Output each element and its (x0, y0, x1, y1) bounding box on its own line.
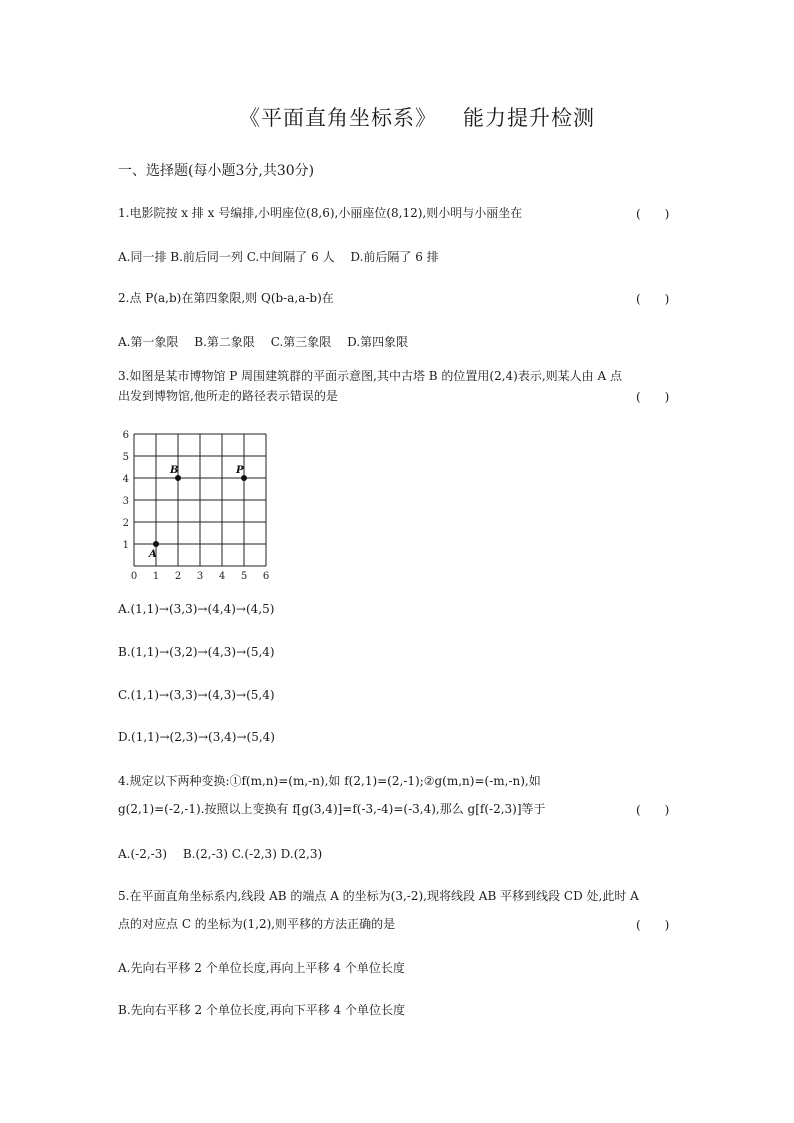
q3-option-b: B.(1,1)→(3,2)→(4,3)→(5,4) (118, 645, 275, 659)
q3-option-d: D.(1,1)→(2,3)→(3,4)→(5,4) (118, 730, 275, 744)
q1-options: A.同一排 B.前后同一列 C.中间隔了 6 人 D.前后隔了 6 排 (118, 250, 439, 264)
q3-stem-line2: 出发到博物馆,他所走的路径表示错误的是 (118, 389, 338, 403)
q5-stem-line2: 点的对应点 C 的坐标为(1,2),则平移的方法正确的是 (118, 917, 396, 931)
x-tick-label: 3 (196, 571, 204, 582)
y-tick-label: 4 (122, 474, 129, 485)
q3-answer-paren: ( ) (636, 390, 670, 404)
x-tick-label: 5 (240, 571, 248, 582)
point-a-label: A (149, 549, 157, 560)
y-tick-label: 2 (122, 518, 129, 529)
y-tick-label: 1 (122, 540, 129, 551)
y-tick-label: 5 (122, 452, 129, 463)
q5-answer-paren: ( ) (636, 918, 670, 932)
q5-stem-line1: 5.在平面直角坐标系内,线段 AB 的端点 A 的坐标为(3,-2),现将线段 AB 平移到线段 CD 处,此时 A (118, 889, 639, 903)
page-title (0, 102, 794, 132)
title-sub: 能力提升检测 (463, 106, 595, 130)
x-tick-label: 6 (262, 571, 270, 582)
x-tick-label: 2 (174, 571, 182, 582)
q4-options: A.(-2,-3) B.(2,-3) C.(-2,3) D.(2,3) (118, 847, 323, 861)
q2-options: A.第一象限 B.第二象限 C.第三象限 D.第四象限 (118, 335, 409, 349)
x-tick-label: 1 (152, 571, 160, 582)
q1-stem: 1.电影院按 x 排 x 号编排,小明座位(8,6),小丽座位(8,12),则小明与小丽坐在 (118, 206, 523, 220)
x-tick-label: 4 (218, 571, 226, 582)
point-p-label: P (236, 465, 244, 476)
q4-stem-line1: 4.规定以下两种变换:①f(m,n)=(m,-n),如 f(2,1)=(2,-1);②g(m,n)=(-m,-n),如 (118, 774, 541, 788)
q1-answer-paren: ( ) (636, 207, 670, 221)
point-b-label: B (170, 465, 179, 476)
q5-option-a: A.先向右平移 2 个单位长度,再向上平移 4 个单位长度 (118, 961, 405, 975)
q4-answer-paren: ( ) (636, 803, 670, 817)
q3-grid-figure (118, 424, 278, 584)
q3-grid-svg (118, 424, 278, 584)
q3-option-a: A.(1,1)→(3,3)→(4,4)→(4,5) (118, 602, 275, 616)
q3-option-c: C.(1,1)→(3,3)→(4,3)→(5,4) (118, 688, 275, 702)
q2-answer-paren: ( ) (636, 292, 670, 306)
y-tick-label: 3 (122, 496, 129, 507)
x-tick-label: 0 (130, 571, 138, 582)
q5-option-b: B.先向右平移 2 个单位长度,再向下平移 4 个单位长度 (118, 1003, 405, 1017)
point-a-marker (153, 541, 159, 547)
q4-stem-line2: g(2,1)=(-2,-1).按照以上变换有 f[g(3,4)]=f(-3,-4)=(-3,4),那么 g[f(-2,3)]等于 (118, 802, 546, 816)
q2-stem: 2.点 P(a,b)在第四象限,则 Q(b-a,a-b)在 (118, 291, 334, 305)
q3-stem-line1: 3.如图是某市博物馆 P 周围建筑群的平面示意图,其中古塔 B 的位置用(2,4)表示,则某人由 A 点 (118, 369, 622, 383)
y-tick-label: 6 (122, 430, 129, 441)
section-heading: 一、选择题(每小题3分,共30分) (118, 163, 315, 179)
title-main: 《平面直角坐标系》 (239, 106, 437, 130)
